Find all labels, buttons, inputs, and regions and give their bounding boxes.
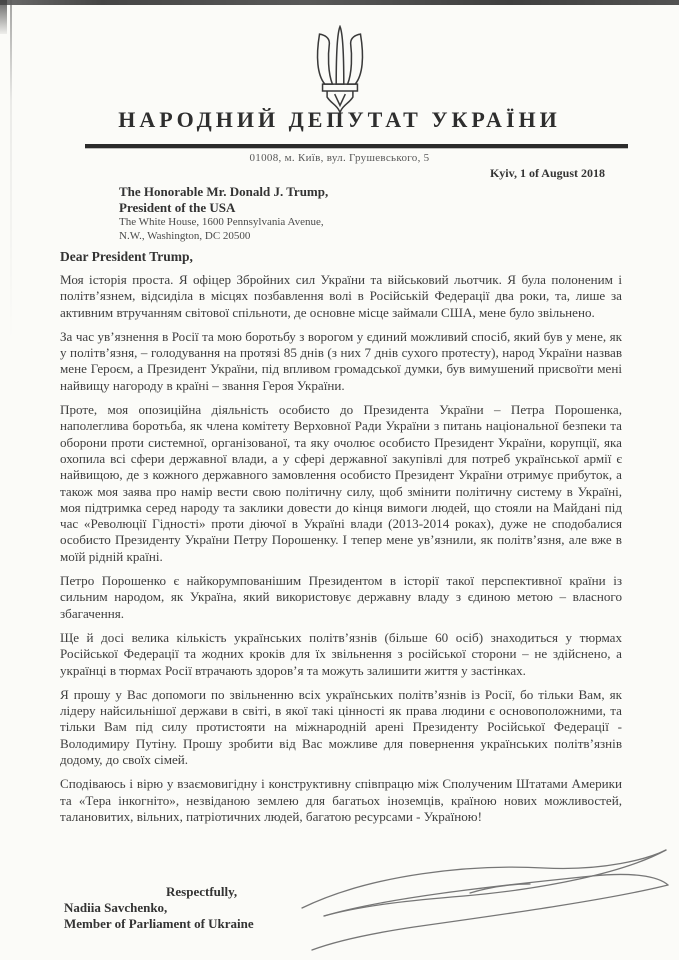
salutation: Dear President Trump,	[60, 249, 193, 264]
letterhead-divider	[85, 144, 628, 148]
scan-artifact-top-band	[0, 0, 679, 5]
date-line: Kyiv, 1 of August 2018	[489, 166, 605, 180]
recipient-address-line2: N.W., Washington, DC 20500	[119, 229, 251, 242]
recipient-title: President of the USA	[119, 200, 236, 215]
scan-artifact-left-edge	[10, 0, 12, 340]
signature-closing: Respectfully,	[166, 884, 238, 899]
letterhead-address: 01008, м. Київ, вул. Грушевського, 5	[249, 152, 430, 164]
letter-body	[60, 272, 622, 833]
letterhead-title: НАРОДНИЙ ДЕПУТАТ УКРАЇНИ	[118, 107, 561, 132]
paragraph-7: Сподіваюсь і вірю у взаємовигідну і конструктивну співпрацю між Сполученим Штатами Америки та «Тера інкогніто», незвіданою землею для багатьох іноземців, країною нових можливостей, талановитих, вільних, патріотичних людей, багатою ресурсами - Україною!	[60, 776, 622, 824]
signature-name: Nadiia Savchenko,	[64, 900, 168, 915]
signature-role: Member of Parliament of Ukraine	[64, 916, 254, 931]
recipient-name: The Honorable Mr. Donald J. Trump,	[119, 184, 329, 199]
scan-artifact-corner	[0, 0, 7, 34]
handwritten-signature-icon	[292, 846, 674, 954]
recipient-address-line1: The White House, 1600 Pennsylvania Avenue,	[119, 216, 324, 228]
recipient-block	[119, 184, 328, 243]
paragraph-5: Ще й досі велика кількість українських політв’язнів (більше 60 осіб) знаходиться у тюрмах Російської Федерації та жодних кроків для їх звільнення з російської сторони – не здійснено, а українці в тюрмах Росії втрачають здоров’я та можуть залишити життя у застінках.	[60, 629, 622, 678]
paragraph-4: Петро Порошенко є найкорумпованішим Президентом в історії такої перспективної країни із сильним народом, як Україна, який використовує державну владу з єдиною метою – власного збагачення.	[60, 573, 622, 621]
paragraph-2: За час ув’язнення в Росії та мою боротьбу з ворогом у єдиний можливий спосіб, який був у мене, як у політв’язня, – голодування на протязі 85 днів (з них 7 днів сухого протесту), народ України назвав мене Героєм, а Президент України, під впливом громадської думки, був вимушений присвоїти мені найвищу нагороду в країні – звання Героя України.	[60, 328, 622, 393]
ukraine-trident-icon	[301, 25, 379, 118]
paragraph-6: Я прошу у Вас допомоги по звільненню всіх українських політв’язнів із Росії, бо тільки Вам, як лідеру найсильнішої держави в світі, в якої такі цінності як права людини є основоположними, та тільки Вам під силу протистояти на міжнародній арені Президенту Російської Федерації - Володимиру Путіну. Прошу зробити від Вас можливе для повернення українських політв’язнів додому, до своїх сімей.	[60, 686, 622, 768]
paragraph-3: Проте, моя опозиційна діяльність особисто до Президента України – Петра Порошенка, наполеглива боротьба, як члена комітету Верховної Ради України з питань національної безпеки та оборони проти системної, організованої, та яку очолює особисто Президент України, корупції, яка охопила всі сфери державної влади, а у сфері державної закупівлі для потреб української армії є найвищою, де з кожного державного замовлення особисто Президент України отримує прибуток, а також моя заява про намір вести свою політичну силу, щоб змінити політичну систему в Україні, моя підтримка серед народу та заклики довести до кінця вимоги людей, що стояли на Майдані під час «Революції Гідності» проти діючої в Україні влади (2013-2014 роках), дуже не сподобалися особисто Президенту України Петру Порошенку. І тепер мене ув’язнили, як політв’язня, але вже в моїй рідній країні.	[60, 402, 622, 564]
paragraph-1: Моя історія проста. Я офіцер Збройних сил України та військовий льотчик. Я була полоненим і політв’язнем, відсиділа в місцях позбавлення волі в Російській Федерації два роки, та, лише за активним втручанням світової спільноти, де основне місце займали США, мене було звільнено.	[60, 272, 622, 320]
signature-block	[64, 884, 254, 932]
